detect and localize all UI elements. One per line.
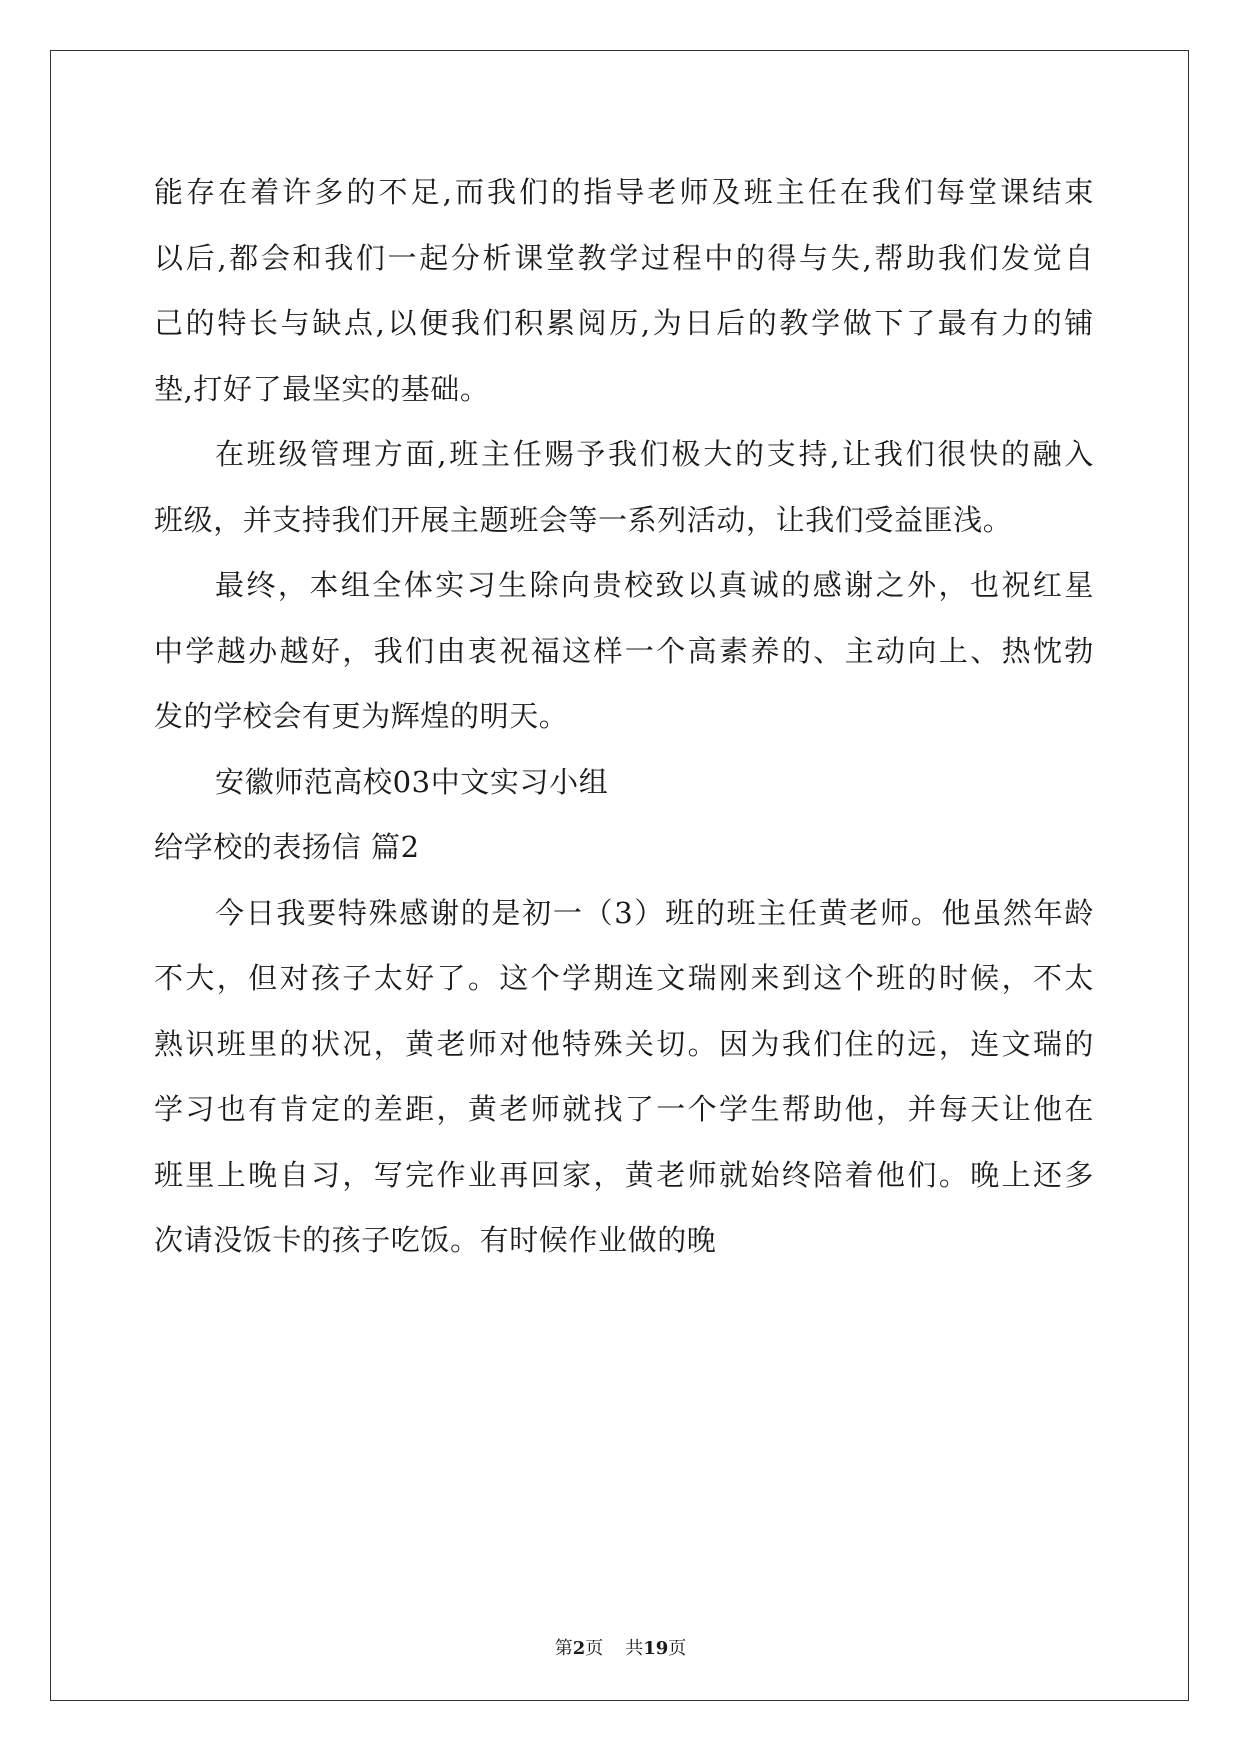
body-line: 发的学校会有更为辉煌的明天。 [154, 699, 569, 733]
body-line: 中学越办越好，我们由衷祝福这样一个高素养的、主动向上、热忱勃 [154, 633, 1094, 668]
body-line: 能存在着许多的不足,而我们的指导老师及班主任在我们每堂课结束 [154, 175, 1094, 209]
page-footer [0, 1634, 1241, 1660]
footer-page-word: 页 [585, 1638, 604, 1659]
document-body [154, 160, 1094, 1274]
body-line: 最终，本组全体实习生除向贵校致以真诚的感谢之外，也祝红星 [215, 568, 1094, 602]
body-line: 不大，但对孩子太好了。这个学期连文瑞刚来到这个班的时候，不太 [154, 961, 1094, 995]
current-page-number: 2 [572, 1638, 586, 1659]
body-line: 学习也有肯定的差距，黄老师就找了一个学生帮助他，并每天让他在 [154, 1092, 1094, 1126]
footer-total-prefix: 共 [625, 1638, 644, 1659]
body-line: 班里上晚自习，写完作业再回家，黄老师就始终陪着他们。晚上还多 [154, 1157, 1094, 1192]
footer-total-suffix: 页 [668, 1638, 687, 1659]
signature-line: 安徽师范高校03中文实习小组 [215, 764, 609, 799]
body-line: 己的特长与缺点,以便我们积累阅历,为日后的教学做下了最有力的铺 [154, 306, 1094, 340]
body-line: 次请没饭卡的孩子吃饭。有时候作业做的晚 [154, 1223, 717, 1257]
body-line: 班级，并支持我们开展主题班会等一系列活动，让我们受益匪浅。 [154, 502, 1013, 537]
body-line: 在班级管理方面,班主任赐予我们极大的支持,让我们很快的融入 [215, 437, 1094, 471]
body-line: 今日我要特殊感谢的是初一（3）班的班主任黄老师。他虽然年龄 [215, 895, 1094, 930]
section-heading: 给学校的表扬信 篇2 [154, 830, 420, 864]
body-line: 垫,打好了最坚实的基础。 [154, 371, 490, 406]
body-line: 以后,都会和我们一起分析课堂教学过程中的得与失,帮助我们发觉自 [154, 240, 1094, 275]
body-line: 熟识班里的状况，黄老师对他特殊关切。因为我们住的远，连文瑞的 [154, 1026, 1094, 1061]
footer-prefix: 第 [554, 1638, 573, 1659]
total-pages-number: 19 [643, 1638, 669, 1659]
